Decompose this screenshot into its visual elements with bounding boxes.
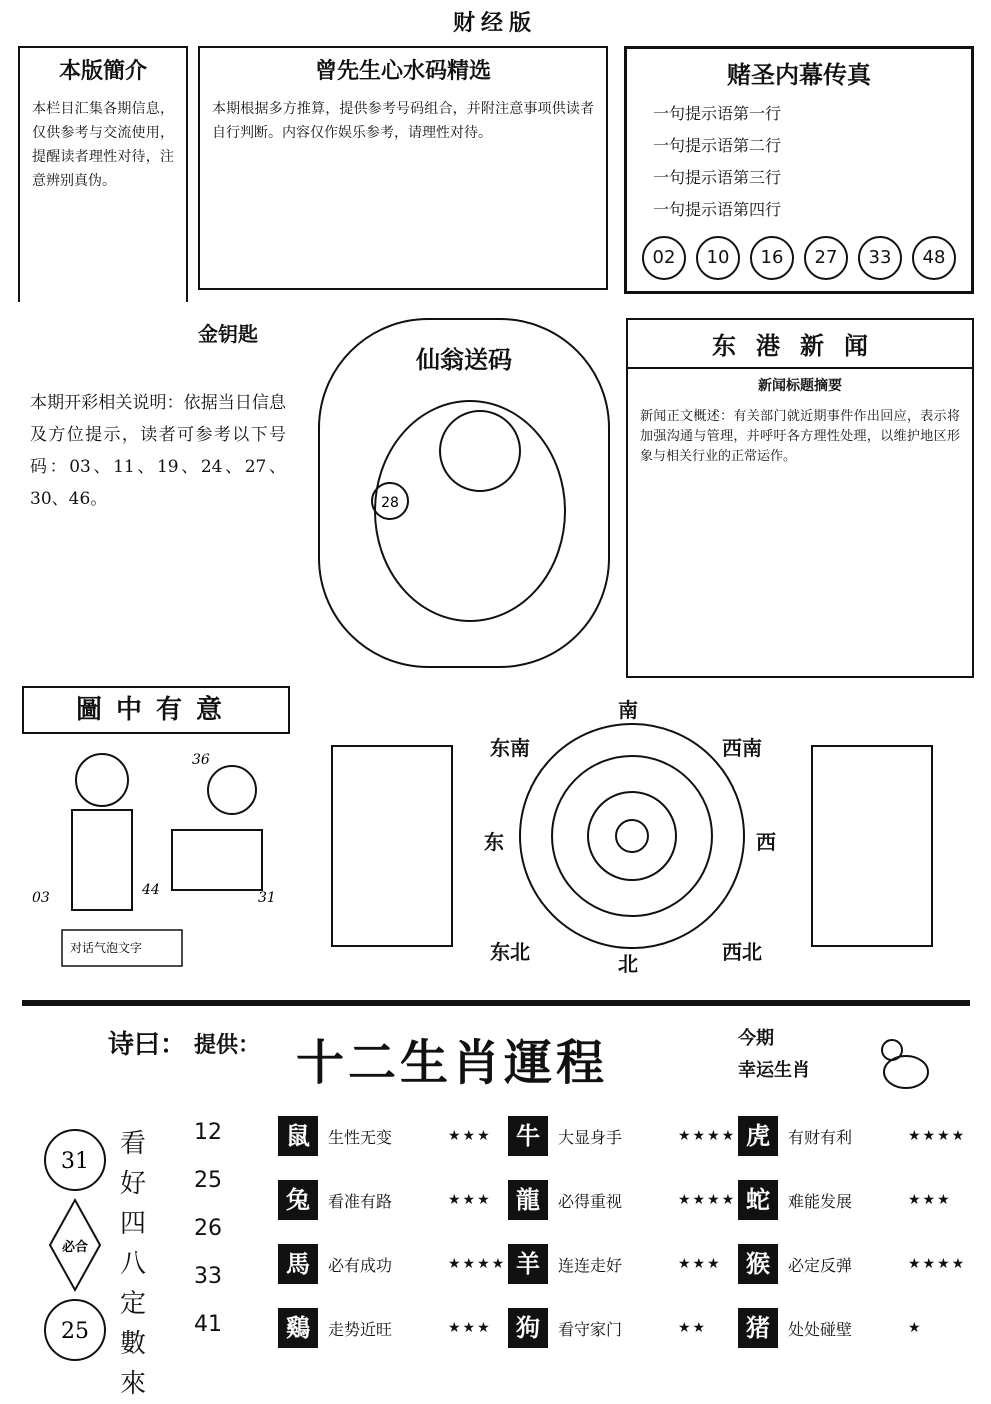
- zodiac-text: 走势近旺: [328, 1319, 393, 1339]
- number-ball: 16: [750, 236, 794, 280]
- zodiac-stars: ★★★: [678, 1256, 722, 1272]
- seal-bottom-number: 25: [61, 1319, 89, 1344]
- poem-line: 好: [120, 1169, 147, 1199]
- keys-text: 本期开彩相关说明：依据当日信息及方位提示，读者可参考以下号码：03、11、19、24、27、30、46。: [30, 393, 286, 509]
- compass-label-southwest: 西南: [722, 736, 762, 760]
- zodiac-text: 看准有路: [328, 1191, 393, 1211]
- picture-title: 圖中有意: [75, 695, 236, 725]
- zodiac-text: 处处碰壁: [788, 1319, 853, 1339]
- compass-wheel: [312, 686, 976, 976]
- insider-line: 一句提示语第三行: [653, 168, 782, 187]
- provide-number: 33: [194, 1264, 222, 1289]
- news-body: 新闻正文概述：有关部门就近期事件作出回应，表示将加强沟通与管理，并呼吁各方理性处理，以维护地区形象与相关行业的正常运作。: [640, 409, 960, 464]
- poem-line: 看: [120, 1129, 147, 1159]
- picture-number: 36: [192, 752, 210, 768]
- insider-panel: [624, 46, 974, 294]
- zodiac-grid: [278, 1104, 968, 1360]
- seal-mid-label: 必合: [61, 1240, 89, 1255]
- zodiac-text: 连连走好: [558, 1255, 623, 1275]
- seal-top-number: 31: [61, 1149, 89, 1174]
- zodiac-text: 看守家门: [558, 1319, 623, 1339]
- masthead-title: 财经版: [452, 11, 537, 36]
- insider-line: 一句提示语第二行: [653, 136, 782, 155]
- immortal-number: 28: [381, 495, 399, 511]
- zodiac-stars: ★★★★: [908, 1128, 967, 1144]
- compass-label-northeast: 东北: [490, 940, 530, 964]
- number-ball: 48: [912, 236, 956, 280]
- poem-line: 定: [120, 1289, 147, 1319]
- provide-number: 12: [194, 1120, 222, 1145]
- zodiac-tile: 蛇: [738, 1180, 778, 1220]
- news-panel: [626, 318, 974, 678]
- zodiac-text: 大显身手: [558, 1127, 623, 1147]
- zodiac-stars: ★: [908, 1320, 923, 1336]
- provide-numbers: [194, 1120, 222, 1360]
- compass-label-north: 北: [618, 952, 638, 976]
- number-ball: 33: [858, 236, 902, 280]
- zodiac-stars: ★★★: [908, 1192, 952, 1208]
- zodiac-tile: 猴: [738, 1244, 778, 1284]
- lucky-animal-illustration: [876, 1030, 936, 1100]
- zodiac-stars: ★★★★: [448, 1256, 507, 1272]
- poem-line: 四: [120, 1209, 147, 1239]
- picture-number: 31: [258, 890, 276, 906]
- poem-line: 來: [120, 1369, 147, 1399]
- number-ball: 02: [642, 236, 686, 280]
- keys-panel: [18, 302, 298, 674]
- compass-label-south: 南: [618, 698, 638, 722]
- immortal-illustration: [320, 381, 608, 661]
- picture-title-box: [22, 686, 290, 734]
- zodiac-tile: 虎: [738, 1116, 778, 1156]
- picture-illustration: [22, 740, 292, 980]
- zodiac-text: 难能发展: [788, 1191, 853, 1211]
- zodiac-tile: 鷄: [278, 1308, 318, 1348]
- insider-line: 一句提示语第一行: [653, 104, 782, 123]
- provide-number: 41: [194, 1312, 222, 1337]
- poem-lines: [120, 1124, 146, 1404]
- news-title: 东港新闻: [628, 320, 972, 369]
- number-ball: 10: [696, 236, 740, 280]
- zodiac-stars: ★★★: [448, 1128, 492, 1144]
- zodiac-sub1: 今期: [738, 1028, 774, 1049]
- zodiac-text: 必有成功: [328, 1255, 393, 1275]
- zodiac-stars: ★★★: [448, 1320, 492, 1336]
- zodiac-stars: ★★★★: [678, 1128, 737, 1144]
- picture-caption: 对话气泡文字: [70, 941, 143, 955]
- zodiac-stars: ★★★★: [678, 1192, 737, 1208]
- poem-line: 數: [120, 1329, 147, 1359]
- insider-number-row: [627, 228, 971, 288]
- compass-label-southeast: 东南: [490, 736, 530, 760]
- poem-label: 诗曰：: [108, 1030, 187, 1060]
- zodiac-title: 十二生肖運程: [296, 1035, 609, 1091]
- insider-title: 赌圣内幕传真: [727, 61, 871, 89]
- zodiac-tile: 兔: [278, 1180, 318, 1220]
- picture-number: 44: [142, 882, 160, 898]
- compass-label-west: 西: [756, 830, 776, 854]
- zodiac-stars: ★★: [678, 1320, 708, 1336]
- provide-number: 25: [194, 1168, 222, 1193]
- compass-panel: [312, 686, 976, 976]
- poem-line: 八: [120, 1249, 147, 1279]
- water-title: 曾先生心水码精选: [314, 59, 491, 84]
- keys-title: 金钥匙: [198, 322, 258, 346]
- insider-line: 一句提示语第四行: [653, 200, 782, 219]
- picture-number: 03: [32, 890, 50, 906]
- zodiac-sub2: 幸运生肖: [738, 1060, 810, 1081]
- intro-title: 本版簡介: [58, 59, 147, 84]
- provide-label: 提供：: [194, 1032, 261, 1058]
- compass-label-northwest: 西北: [722, 940, 762, 964]
- zodiac-text: 必得重视: [558, 1191, 623, 1211]
- zodiac-text: 生性无变: [328, 1127, 393, 1147]
- poem-seals: [40, 1120, 110, 1370]
- zodiac-text: 有财有利: [788, 1127, 853, 1147]
- immortal-panel: [318, 318, 610, 668]
- zodiac-stars: ★★★: [448, 1192, 492, 1208]
- number-ball: 27: [804, 236, 848, 280]
- compass-label-east: 东: [484, 830, 504, 854]
- provide-number: 26: [194, 1216, 222, 1241]
- news-headline: 新闻标题摘要: [758, 378, 842, 394]
- zodiac-tile: 狗: [508, 1308, 548, 1348]
- intro-text: 本栏目汇集各期信息，仅供参考与交流使用，提醒读者理性对待，注意辨别真伪。: [32, 101, 174, 189]
- water-text: 本期根据多方推算，提供参考号码组合，并附注意事项供读者自行判断。内容仅作娱乐参考，请理性对待。: [212, 101, 594, 141]
- zodiac-stars: ★★★★: [908, 1256, 967, 1272]
- zodiac-text: 必定反弹: [788, 1255, 853, 1275]
- zodiac-tile: 牛: [508, 1116, 548, 1156]
- zodiac-tile: 馬: [278, 1244, 318, 1284]
- immortal-title: 仙翁送码: [416, 346, 512, 374]
- zodiac-tile: 鼠: [278, 1116, 318, 1156]
- divider: [22, 1000, 970, 1006]
- water-panel: [198, 46, 608, 290]
- zodiac-tile: 猪: [738, 1308, 778, 1348]
- zodiac-tile: 羊: [508, 1244, 548, 1284]
- zodiac-tile: 龍: [508, 1180, 548, 1220]
